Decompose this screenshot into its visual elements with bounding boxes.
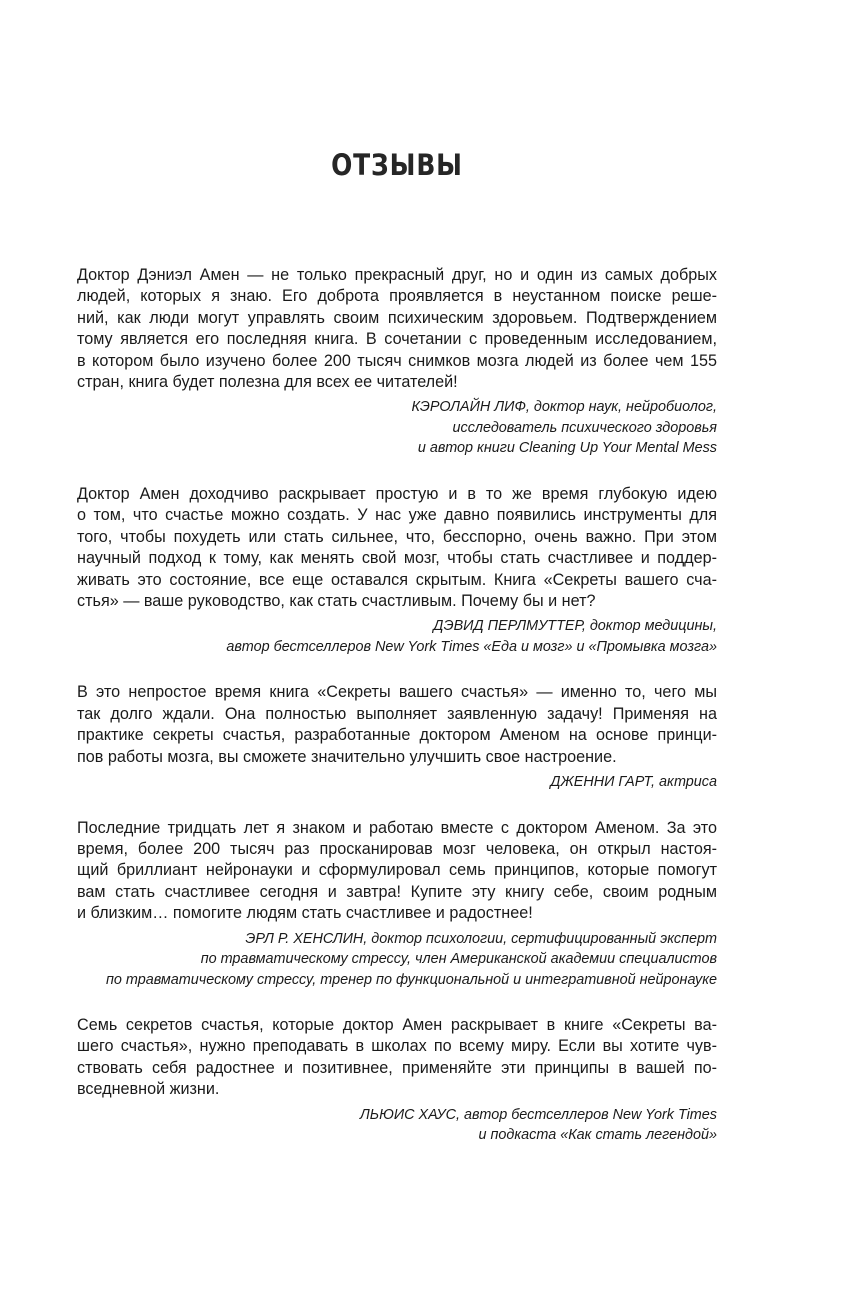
- review-line: людей, которых я знаю. Его доброта проявляется в неустанном поиске реше-: [77, 287, 717, 306]
- review-attribution: [77, 772, 717, 793]
- attribution-line: ЭРЛ Р. ХЕНСЛИН, доктор психологии, сертифицированный эксперт: [245, 930, 717, 947]
- review-line: вседневной жизни.: [77, 1080, 220, 1099]
- review-1: [77, 265, 717, 459]
- page-title: ОТЗЫВЫ: [331, 148, 463, 182]
- review-attribution: [77, 929, 717, 991]
- review-text: [77, 265, 717, 393]
- review-text: [77, 818, 717, 925]
- attribution-line: ЛЬЮИС ХАУС, автор бестселлеров New York Times: [359, 1106, 717, 1123]
- review-line: стья» — ваше руководство, как стать счастливым. Почему бы и нет?: [77, 591, 596, 610]
- review-line: научный подход к тому, как менять свой мозг, чтобы стать счастливее и поддер-: [77, 549, 717, 568]
- review-line: живать это состояние, все еще оставался скрытым. Книга «Секреты вашего сча-: [77, 570, 717, 589]
- attribution-line: КЭРОЛАЙН ЛИФ, доктор наук, нейробиолог,: [411, 399, 717, 416]
- review-line: практике секреты счастья, разработанные доктором Аменом на основе принци-: [77, 726, 717, 745]
- review-line: время, более 200 тысяч раз просканировав мозг человека, он открыл настоя-: [77, 839, 717, 858]
- review-text: [77, 682, 717, 768]
- review-2: [77, 484, 717, 657]
- review-text: [77, 484, 717, 612]
- review-line: в котором было изучено более 200 тысяч снимков мозга людей из более чем 155: [77, 351, 717, 370]
- review-line: пов работы мозга, вы сможете значительно улучшить свое настроение.: [77, 747, 617, 766]
- attribution-line: автор бестселлеров New York Times «Еда и мозг» и «Промывка мозга»: [226, 638, 717, 655]
- attribution-line: исследователь психического здоровья: [452, 419, 717, 436]
- review-line: Доктор Амен доходчиво раскрывает простую и в то же время глубокую идею: [77, 484, 717, 503]
- review-line: щий бриллиант нейронауки и сформулировал семь принципов, которые помогут: [77, 861, 717, 880]
- review-line: тому является его последняя книга. В сочетании с проведенным исследованием,: [77, 330, 717, 349]
- attribution-line: по травматическому стрессу, член Американской академии специалистов: [200, 951, 717, 968]
- review-5: [77, 1015, 717, 1146]
- review-line: стран, книга будет полезна для всех ее читателей!: [77, 373, 458, 392]
- review-line: шего счастья», нужно преподавать в школах по всему миру. Если вы хотите чув-: [77, 1037, 717, 1056]
- attribution-line: и автор книги Cleaning Up Your Mental Mess: [417, 440, 717, 457]
- review-line: ствовать себя радостнее и позитивнее, применяйте эти принципы в вашей по-: [77, 1058, 717, 1077]
- review-line: Доктор Дэниэл Амен — не только прекрасный друг, но и один из самых добрых: [77, 266, 717, 284]
- attribution-line: ДЭВИД ПЕРЛМУТТЕР, доктор медицины,: [433, 618, 717, 635]
- review-attribution: [77, 397, 717, 459]
- review-line: вам стать счастливее сегодня и завтра! Купите эту книгу себе, своим родным: [77, 882, 717, 901]
- review-attribution: [77, 1105, 717, 1146]
- review-line: о том, что счастье можно создать. У нас уже давно появились инструменты для: [77, 506, 717, 525]
- attribution-line: по травматическому стрессу, тренер по функциональной и интегративной нейронауке: [105, 971, 717, 988]
- attribution-line: и подкаста «Как стать легендой»: [478, 1127, 717, 1144]
- review-line: В это непростое время книга «Секреты вашего счастья» — именно то, чего мы: [77, 683, 717, 702]
- review-line: и близким… помогите людям стать счастливее и радостнее!: [77, 904, 533, 923]
- review-3: [77, 682, 717, 792]
- review-line: ний, как люди могут управлять своим психическим здоровьем. Подтверждением: [77, 308, 717, 327]
- review-line: так долго ждали. Она полностью выполняет заявленную задачу! Применяя на: [77, 704, 717, 723]
- review-line: Последние тридцать лет я знаком и работаю вместе с доктором Аменом. За это: [77, 818, 717, 837]
- reviews-list: [77, 265, 717, 1171]
- review-text: [77, 1015, 717, 1101]
- review-attribution: [77, 616, 717, 657]
- review-line: Семь секретов счастья, которые доктор Амен раскрывает в книге «Секреты ва-: [77, 1016, 717, 1035]
- review-4: [77, 818, 717, 991]
- review-line: того, чтобы похудеть или стать сильнее, что, бесспорно, очень важно. При этом: [77, 527, 717, 546]
- attribution-line: ДЖЕННИ ГАРТ, актриса: [550, 774, 717, 790]
